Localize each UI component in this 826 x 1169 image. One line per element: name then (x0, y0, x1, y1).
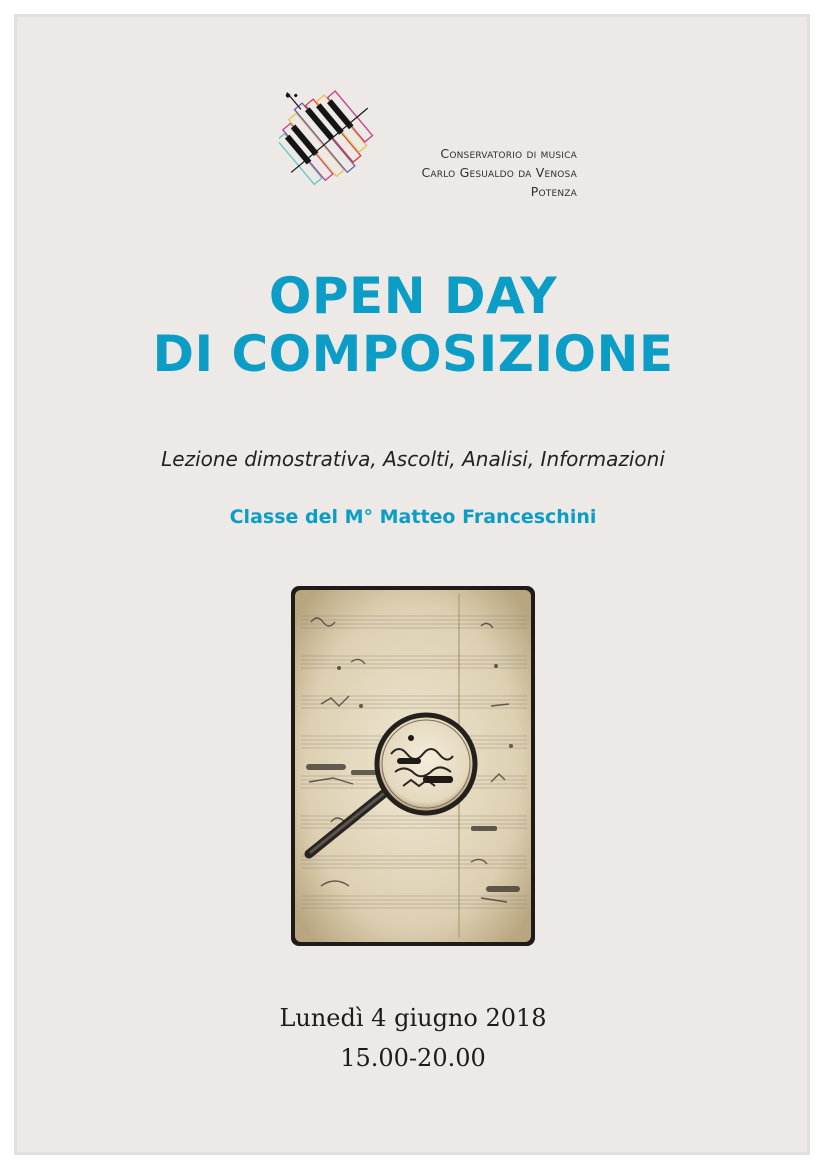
institution-line-2: Carlo Gesualdo da Venosa (421, 165, 577, 180)
event-date: Lunedì 4 giugno 2018 (279, 1004, 547, 1032)
manuscript-photo (291, 586, 535, 946)
institution-line-1: Conservatorio di musica (440, 146, 577, 161)
event-time: 15.00-20.00 (340, 1044, 486, 1072)
title-line-2: DI COMPOSIZIONE (152, 325, 674, 383)
poster-page (14, 14, 810, 1155)
institution-name (365, 144, 577, 201)
institution-line-3: Potenza (530, 184, 577, 199)
teacher-line: Classe del M° Matteo Franceschini (229, 506, 597, 528)
title-line-1: OPEN DAY (268, 267, 558, 325)
event-title (0, 267, 826, 383)
event-subtitle: Lezione dimostrativa, Ascolti, Analisi, Informazioni (161, 447, 665, 471)
